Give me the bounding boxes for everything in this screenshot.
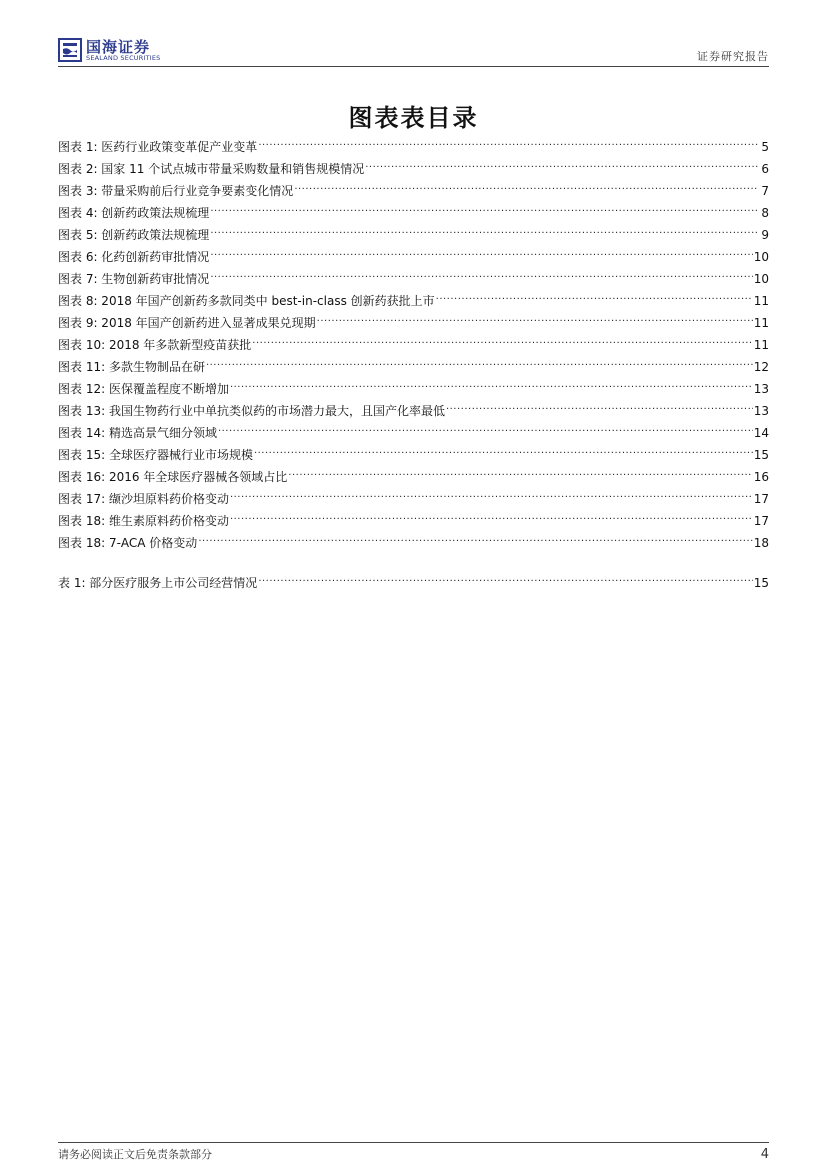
toc-entry-page[interactable]: 12 (753, 360, 769, 374)
toc-entry-page[interactable]: 11 (753, 338, 769, 352)
toc-entry[interactable] (58, 467, 769, 489)
toc-entry[interactable] (58, 573, 769, 595)
dot-leader (230, 489, 753, 503)
toc-entry-label[interactable]: 表 1: 部分医疗服务上市公司经营情况 (58, 576, 258, 590)
toc-entry-page[interactable]: 10 (753, 272, 769, 286)
table-list (58, 573, 769, 595)
toc-entry[interactable] (58, 137, 769, 159)
toc-entry-label[interactable]: 图表 1: 医药行业政策变革促产业变革 (58, 140, 258, 154)
brand-logo (58, 36, 198, 64)
dot-leader (446, 401, 753, 415)
dot-leader (288, 467, 752, 481)
toc-entry-page[interactable]: 11 (753, 294, 769, 308)
toc-entry-label[interactable]: 图表 6: 化药创新药审批情况 (58, 250, 210, 264)
toc-entry-label[interactable]: 图表 14: 精选高景气细分领域 (58, 426, 217, 440)
dot-leader (252, 335, 752, 349)
page-title: 图表表目录 (348, 103, 479, 132)
toc-entry-label[interactable]: 图表 12: 医保覆盖程度不断增加 (58, 382, 229, 396)
dot-leader (206, 357, 753, 371)
report-type-label: 证券研究报告 (697, 50, 769, 63)
page-header (58, 36, 769, 66)
dot-leader (317, 313, 753, 327)
toc-entry-page[interactable]: 13 (753, 382, 769, 396)
toc-entry[interactable] (58, 489, 769, 511)
dot-leader (210, 247, 752, 261)
toc-entry-label[interactable]: 图表 13: 我国生物药行业中单抗类似药的市场潜力最大，且国产化率最低 (58, 404, 445, 418)
toc-entry-page[interactable]: 15 (753, 576, 769, 590)
toc-entry-label[interactable]: 图表 17: 缬沙坦原料药价格变动 (58, 492, 229, 506)
sealand-logo-icon (58, 38, 82, 62)
toc-entry[interactable] (58, 379, 769, 401)
dot-leader (218, 423, 753, 437)
toc-entry-page[interactable]: 17 (753, 492, 769, 506)
toc-entry-label[interactable]: 图表 18: 7-ACA 价格变动 (58, 536, 198, 550)
dot-leader (230, 511, 753, 525)
toc-entry-label[interactable]: 图表 8: 2018 年国产创新药多款同类中 best-in-class 创新药获批上市 (58, 294, 435, 308)
brand-name-cn: 国海证券 (86, 38, 151, 56)
toc-entry-label[interactable]: 图表 2: 国家 11 个试点城市带量采购数量和销售规模情况 (58, 162, 365, 176)
toc-entry[interactable] (58, 445, 769, 467)
toc-entry-page[interactable]: 7 (761, 184, 769, 198)
toc-entry[interactable] (58, 313, 769, 335)
toc-entry-page[interactable]: 15 (753, 448, 769, 462)
footer-divider (58, 1142, 769, 1143)
dot-leader (436, 291, 753, 305)
toc-entry[interactable] (58, 269, 769, 291)
toc-entry[interactable] (58, 357, 769, 379)
toc-entry[interactable] (58, 335, 769, 357)
toc-entry-label[interactable]: 图表 4: 创新药政策法规梳理 (58, 206, 210, 220)
dot-leader (210, 225, 758, 239)
dot-leader (210, 269, 752, 283)
dot-leader (254, 445, 753, 459)
toc-entry-page[interactable]: 16 (753, 470, 769, 484)
toc-entry-label[interactable]: 图表 16: 2016 年全球医疗器械各领域占比 (58, 470, 288, 484)
toc-entry[interactable] (58, 511, 769, 533)
dot-leader (258, 573, 752, 587)
toc-entry-page[interactable]: 5 (761, 140, 769, 154)
toc-entry-page[interactable]: 13 (753, 404, 769, 418)
toc-entry[interactable] (58, 291, 769, 313)
figure-list (58, 137, 769, 555)
toc-entry-page[interactable]: 14 (753, 426, 769, 440)
toc-entry-label[interactable]: 图表 7: 生物创新药审批情况 (58, 272, 210, 286)
brand-name-en: SEALAND SECURITIES (86, 54, 161, 62)
toc-entry[interactable] (58, 203, 769, 225)
toc-entry[interactable] (58, 247, 769, 269)
toc-entry[interactable] (58, 159, 769, 181)
dot-leader (294, 181, 758, 195)
footer-disclaimer: 请务必阅读正文后免责条款部分 (58, 1148, 212, 1161)
toc-entry[interactable] (58, 423, 769, 445)
toc-entry-page[interactable]: 11 (753, 316, 769, 330)
toc-entry-label[interactable]: 图表 15: 全球医疗器械行业市场规模 (58, 448, 253, 462)
toc-entry[interactable] (58, 533, 769, 555)
dot-leader (365, 159, 758, 173)
toc-entry-page[interactable]: 6 (761, 162, 769, 176)
toc-entry-label[interactable]: 图表 11: 多款生物制品在研 (58, 360, 205, 374)
page-number: 4 (760, 1147, 769, 1162)
toc-entry-label[interactable]: 图表 3: 带量采购前后行业竞争要素变化情况 (58, 184, 294, 198)
toc-entry[interactable] (58, 181, 769, 203)
header-divider (58, 66, 769, 67)
toc-entry-page[interactable]: 18 (753, 536, 769, 550)
toc-entry-page[interactable]: 17 (753, 514, 769, 528)
dot-leader (230, 379, 753, 393)
toc-entry-page[interactable]: 8 (761, 206, 769, 220)
toc-entry-page[interactable]: 9 (761, 228, 769, 242)
toc-entry-label[interactable]: 图表 18: 维生素原料药价格变动 (58, 514, 229, 528)
toc-entry-label[interactable]: 图表 5: 创新药政策法规梳理 (58, 228, 210, 242)
toc-entry[interactable] (58, 225, 769, 247)
dot-leader (258, 137, 758, 151)
dot-leader (210, 203, 758, 217)
dot-leader (198, 533, 752, 547)
toc-entry[interactable] (58, 401, 769, 423)
toc-entry-label[interactable]: 图表 10: 2018 年多款新型疫苗获批 (58, 338, 252, 352)
toc-entry-label[interactable]: 图表 9: 2018 年国产创新药进入显著成果兑现期 (58, 316, 316, 330)
toc-entry-page[interactable]: 10 (753, 250, 769, 264)
